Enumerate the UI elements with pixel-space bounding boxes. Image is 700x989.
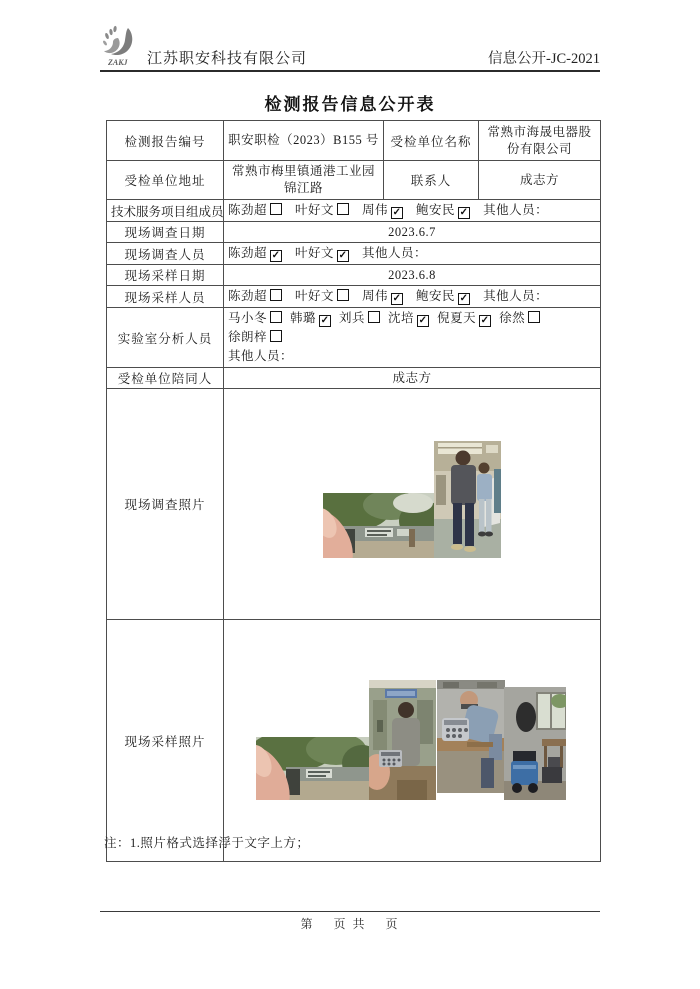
team-label: 技术服务项目组成员 (107, 200, 224, 222)
staff-member-name: 倪夏天 (437, 311, 477, 325)
report-no-value: 职安职检（2023）B155 号 (224, 121, 384, 161)
company-name: 江苏职安科技有限公司 (147, 51, 308, 67)
sampling-photo-instrument-1 (369, 680, 436, 800)
page-footer: 第 页 共 页 (300, 917, 400, 931)
checked-checkbox: ✓ (480, 315, 490, 326)
staff-member (290, 311, 331, 325)
unchecked-checkbox (337, 289, 349, 301)
survey-photos-label: 现场调查照片 (107, 389, 224, 620)
sampling-photo-equipment-room (504, 687, 566, 800)
survey-photo-workshop (434, 441, 501, 558)
staff-member-name: 刘兵 (339, 311, 366, 325)
staff-member (416, 289, 470, 303)
checked-checkbox: ✓ (418, 315, 428, 326)
staff-member-name: 鲍安民 (416, 289, 456, 303)
contact-value: 成志方 (479, 161, 601, 200)
lab-staff-cell (224, 308, 601, 368)
others-label: 其他人员： (483, 289, 549, 303)
footer-rule (100, 911, 600, 912)
company-logo-icon (98, 24, 148, 68)
staff-member-name: 叶好文 (295, 203, 335, 217)
staff-member (228, 246, 282, 260)
survey-date-value: 2023.6.7 (224, 222, 601, 243)
checked-checkbox: ✓ (320, 315, 330, 326)
unchecked-checkbox (337, 203, 349, 215)
lab-staff-label: 实验室分析人员 (107, 308, 224, 368)
staff-member (295, 246, 349, 260)
unit-name-value: 常熟市海晟电器股份有限公司 (479, 121, 601, 161)
sampling-staff-label: 现场采样人员 (107, 286, 224, 308)
staff-member (437, 311, 491, 325)
sampling-photos-cell (224, 620, 601, 862)
unchecked-checkbox (270, 203, 282, 215)
escort-value: 成志方 (224, 368, 601, 389)
disclosure-table (106, 120, 601, 862)
staff-member (362, 203, 403, 217)
staff-member-name: 叶好文 (295, 289, 335, 303)
page-title: 检测报告信息公开表 (264, 95, 436, 114)
doc-code: 信息公开-JC-2021 (488, 51, 600, 67)
unit-addr-label: 受检单位地址 (107, 161, 224, 200)
staff-member-name: 周伟 (362, 289, 389, 303)
staff-member-name: 沈培 (388, 311, 415, 325)
checked-checkbox: ✓ (392, 207, 402, 218)
others-label: 其他人员： (228, 349, 294, 363)
staff-member (339, 311, 380, 325)
survey-staff-cell (224, 243, 601, 265)
staff-member-name: 徐然 (499, 311, 526, 325)
staff-member (499, 311, 540, 325)
note-text: 注：1.照片格式选择浮于文字上方； (104, 836, 310, 850)
unchecked-checkbox (270, 311, 282, 323)
unit-name-label: 受检单位名称 (384, 121, 479, 161)
svg-text:ZAKJ: ZAKJ (108, 58, 128, 67)
staff-member (362, 289, 403, 303)
header-rule (100, 70, 600, 72)
staff-member (228, 330, 282, 344)
checked-checkbox: ✓ (338, 250, 348, 261)
report-no-label: 检测报告编号 (107, 121, 224, 161)
team-members-cell (224, 200, 601, 222)
sampling-photo-instrument-2 (437, 680, 505, 793)
contact-label: 联系人 (384, 161, 479, 200)
staff-member (228, 203, 282, 217)
checked-checkbox: ✓ (392, 293, 402, 304)
staff-member-name: 陈劲超 (228, 246, 268, 260)
staff-member (416, 203, 470, 217)
unchecked-checkbox (528, 311, 540, 323)
unit-addr-value: 常熟市梅里镇通港工业园锦江路 (224, 161, 384, 200)
staff-member-name: 徐朗梓 (228, 330, 268, 344)
others-label: 其他人员： (483, 203, 549, 217)
staff-member (295, 203, 349, 217)
survey-date-label: 现场调查日期 (107, 222, 224, 243)
staff-member-name: 马小冬 (228, 311, 268, 325)
survey-staff-label: 现场调查人员 (107, 243, 224, 265)
staff-member (228, 311, 282, 325)
staff-member-name: 陈劲超 (228, 289, 268, 303)
staff-member (388, 311, 429, 325)
sampling-date-value: 2023.6.8 (224, 265, 601, 286)
staff-member (295, 289, 349, 303)
survey-photos-cell (224, 389, 601, 620)
checked-checkbox: ✓ (459, 293, 469, 304)
checked-checkbox: ✓ (271, 250, 281, 261)
unchecked-checkbox (368, 311, 380, 323)
unchecked-checkbox (270, 330, 282, 342)
sampling-staff-cell (224, 286, 601, 308)
escort-label: 受检单位陪同人 (107, 368, 224, 389)
checked-checkbox: ✓ (459, 207, 469, 218)
unchecked-checkbox (270, 289, 282, 301)
others-label: 其他人员： (362, 246, 428, 260)
staff-member-name: 周伟 (362, 203, 389, 217)
staff-member-name: 韩璐 (290, 311, 317, 325)
staff-member (228, 289, 282, 303)
survey-photo-outdoor (323, 493, 434, 558)
sampling-photo-outdoor (256, 737, 369, 800)
staff-member-name: 陈劲超 (228, 203, 268, 217)
sampling-photos-label: 现场采样照片 (107, 620, 224, 862)
staff-member-name: 叶好文 (295, 246, 335, 260)
staff-member-name: 鲍安民 (416, 203, 456, 217)
sampling-date-label: 现场采样日期 (107, 265, 224, 286)
